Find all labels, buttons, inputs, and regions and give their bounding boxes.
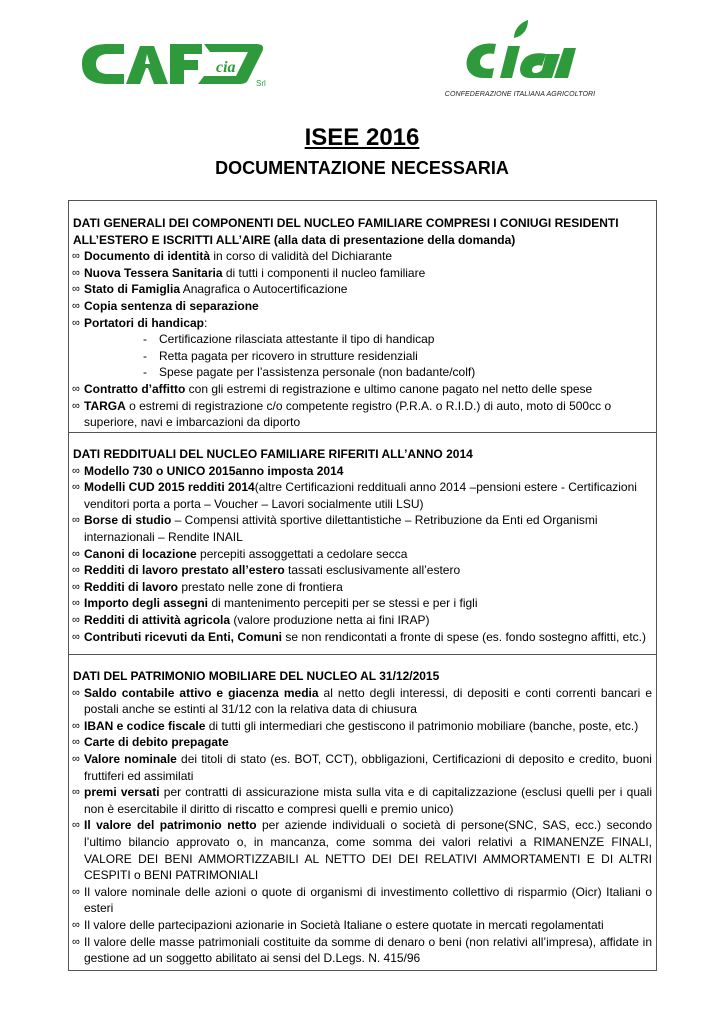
infinity-bullet-icon: ∞ xyxy=(72,819,80,832)
list-item: ∞ Saldo contabile attivo e giacenza media al netto degli interessi, di depositi e conti correnti bancari e postali anche se estinti al 31/12 con la relativa data di chiusura xyxy=(72,685,652,717)
list-item: ∞ Contratto d’affitto con gli estremi di registrazione e ultimo canone pagato nel netto delle spese xyxy=(72,381,593,396)
infinity-bullet-icon: ∞ xyxy=(72,885,80,898)
list-item: ∞ Il valore nominale delle azioni o quote di organismi di investimento collettivo di risparmio (Oicr) Italiani o esteri xyxy=(72,884,652,916)
infinity-bullet-icon: ∞ xyxy=(72,464,80,477)
infinity-bullet-icon: ∞ xyxy=(72,481,80,494)
infinity-bullet-icon: ∞ xyxy=(72,719,80,732)
section-heading: DATI DEL PATRIMONIO MOBILIARE DEL NUCLEO AL 31/12/2015 xyxy=(73,669,440,683)
list-item: ∞ TARGA o estremi di registrazione c/o competente registro (P.R.A. o R.I.D.) di auto, moto di 500cc o superiore, navi e imbarcazioni da diporto xyxy=(72,398,612,430)
list-item: ∞ Redditi di attività agricola (valore produzione netta ai fini IRAP) xyxy=(72,612,430,627)
section-heading: DATI GENERALI DEI COMPONENTI DEL NUCLEO FAMILIARE COMPRESI I CONIUGI RESIDENTI ALL’ESTERO E ISCRITTI ALL’AIRE (alla data di presentazione della domanda) xyxy=(73,216,619,247)
infinity-bullet-icon: ∞ xyxy=(72,564,80,577)
section-heading: DATI REDDITUALI DEL NUCLEO FAMILIARE RIFERITI ALL’ANNO 2014 xyxy=(73,447,473,461)
sub-item: - Spese pagate per l’assistenza personale (non badante/colf) xyxy=(143,365,476,380)
page-subtitle: DOCUMENTAZIONE NECESSARIA xyxy=(215,158,509,178)
infinity-bullet-icon: ∞ xyxy=(72,580,80,593)
section-dati-generali xyxy=(68,200,657,433)
infinity-bullet-icon: ∞ xyxy=(72,613,80,626)
infinity-bullet-icon: ∞ xyxy=(72,918,80,931)
list-item: ∞ Carte di debito prepagate xyxy=(72,735,229,750)
svg-text:Srl: Srl xyxy=(256,79,266,88)
list-item: ∞ Nuova Tessera Sanitaria di tutti i componenti il nucleo familiare xyxy=(72,265,426,280)
list-item: ∞ Portatori di handicap: xyxy=(72,315,208,330)
section-dati-reddituali xyxy=(68,432,657,655)
infinity-bullet-icon: ∞ xyxy=(72,736,80,749)
infinity-bullet-icon: ∞ xyxy=(72,786,80,799)
infinity-bullet-icon: ∞ xyxy=(72,283,80,296)
infinity-bullet-icon: ∞ xyxy=(72,316,80,329)
svg-text:cia: cia xyxy=(216,59,236,76)
list-item: ∞ Il valore del patrimonio netto per aziende individuali o società di persone(SNC, SAS, ecc.) secondo l’ultimo bilancio approvato o, in mancanza, come somma dei valori relativi a RIMANENZE FINALI, VALORE DEI BENI AMMORTIZZABILI AL NETTO DEI DEI RELATIVI AMMORTAMENTI E DI ALTRI CESPITI o BENI PATRIMONIALI xyxy=(72,818,652,883)
list-item: ∞ Stato di Famiglia Anagrafica o Autocertificazione xyxy=(72,282,348,297)
sub-item: - Certificazione rilasciata attestante il tipo di handicap xyxy=(143,332,435,347)
infinity-bullet-icon: ∞ xyxy=(72,266,80,279)
infinity-bullet-icon: ∞ xyxy=(72,382,80,395)
list-item: ∞ Redditi di lavoro prestato all’estero tassati esclusivamente all’estero xyxy=(72,563,461,578)
list-item: ∞ Modelli CUD 2015 redditi 2014(altre Certificazioni reddituali anno 2014 –pensioni estere - Certificazioni venditori porta a porta – Voucher – Lavori socialmente utili LSU) xyxy=(72,480,637,511)
list-item: ∞ Copia sentenza di separazione xyxy=(72,298,259,313)
list-item: ∞ Modello 730 o UNICO 2015anno imposta 2014 xyxy=(72,463,344,478)
section-patrimonio-mobiliare xyxy=(68,654,657,971)
sub-item: - Retta pagata per ricovero in strutture residenziali xyxy=(143,348,418,363)
list-item: ∞ Il valore delle partecipazioni azionarie in Società Italiane o estere quotate in mercati regolamentati xyxy=(72,917,604,932)
page-title: ISEE 2016 xyxy=(304,124,420,151)
list-item: ∞ premi versati per contratti di assicurazione mista sulla vita e di capitalizzazione (esclusi quelli per i quali non è esercitabile il diritto di riscatto e compresi quelli e premio unico) xyxy=(72,785,652,816)
list-item: ∞ Canoni di locazione percepiti assoggettati a cedolare secca xyxy=(72,546,408,561)
caf-cia-logo xyxy=(78,38,268,90)
list-item: ∞ Borse di studio – Compensi attività sportive dilettantistiche – Retribuzione da Enti ed Organismi internazionali – Rendite INAIL xyxy=(72,513,598,544)
infinity-bullet-icon: ∞ xyxy=(72,250,80,263)
list-item: ∞ Contributi ricevuti da Enti, Comuni se non rendicontati a fronte di spese (es. fondo sostegno affitti, etc.) xyxy=(72,629,646,644)
infinity-bullet-icon: ∞ xyxy=(72,514,80,527)
infinity-bullet-icon: ∞ xyxy=(72,935,80,948)
infinity-bullet-icon: ∞ xyxy=(72,597,80,610)
infinity-bullet-icon: ∞ xyxy=(72,399,80,412)
list-item: ∞ Il valore delle masse patrimoniali costituite da somme di denaro o beni (non relativi all’impresa), affidate in gestione ad un soggetto abilitato ai sensi del D.Legs. N. 415/96 xyxy=(72,934,652,966)
list-item: ∞ Redditi di lavoro prestato nelle zone di frontiera xyxy=(72,579,343,594)
infinity-bullet-icon: ∞ xyxy=(72,686,80,699)
list-item: ∞ Importo degli assegni di mantenimento percepiti per se stessi e per i figli xyxy=(72,596,478,611)
infinity-bullet-icon: ∞ xyxy=(72,547,80,560)
cia-caption: CONFEDERAZIONE ITALIANA AGRICOLTORI xyxy=(444,91,596,98)
list-item: ∞ Valore nominale dei titoli di stato (es. BOT, CCT), obbligazioni, Certificazioni di deposito e credito, buoni fruttiferi ed assimilati xyxy=(72,751,652,783)
cia-logo xyxy=(462,18,582,86)
infinity-bullet-icon: ∞ xyxy=(72,630,80,643)
list-item: ∞ IBAN e codice fiscale di tutti gli intermediari che gestiscono il patrimonio mobiliare (banche, poste, etc.) xyxy=(72,718,639,733)
infinity-bullet-icon: ∞ xyxy=(72,752,80,765)
infinity-bullet-icon: ∞ xyxy=(72,299,80,312)
list-item: ∞ Documento di identità in corso di validità del Dichiarante xyxy=(72,249,393,264)
